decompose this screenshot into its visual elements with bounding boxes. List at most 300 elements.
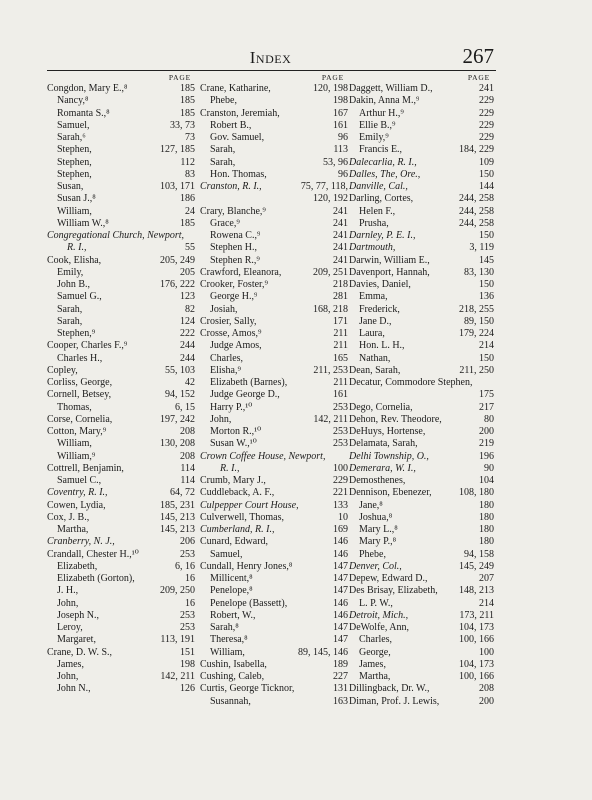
entry-pages: 145, 249 xyxy=(459,560,494,572)
entry-pages: 173, 211 xyxy=(459,609,494,621)
entry-name: Crawford, Eleanora, xyxy=(200,266,282,278)
entry-name: Crane, D. W. S., xyxy=(47,646,112,658)
entry-pages: 200 xyxy=(479,695,494,707)
entry-name: Decatur, Commodore Stephen, xyxy=(349,377,473,388)
index-entry xyxy=(47,365,195,377)
index-entry xyxy=(200,561,348,573)
entry-name: Darwin, William E., xyxy=(349,254,430,266)
entry-pages: 147 xyxy=(333,560,348,572)
index-entry xyxy=(349,524,494,536)
entry-name: Delhi Township, O., xyxy=(349,450,429,462)
entry-pages: 180 xyxy=(479,511,494,523)
entry-pages: 185, 231 xyxy=(160,499,195,511)
entry-name: Francis E., xyxy=(359,144,403,156)
entry-name: Martha, xyxy=(57,524,89,535)
entry-name: Crane, Katharine, xyxy=(200,83,271,94)
entry-pages: 244, 258 xyxy=(459,193,494,205)
index-entry xyxy=(349,389,494,401)
index-entry xyxy=(200,414,348,426)
entry-pages: 208 xyxy=(479,683,494,695)
entry-name: Dakin, Anna M.,⁹ xyxy=(349,95,420,107)
entry-pages: 10 xyxy=(338,511,348,523)
entry-pages: 16 xyxy=(185,573,195,584)
index-entry xyxy=(200,389,348,401)
index-entry xyxy=(200,610,348,622)
entry-name: Phebe, xyxy=(359,548,386,560)
index-entry xyxy=(47,304,195,316)
entry-name: Elizabeth (Barnes), xyxy=(210,377,288,388)
entry-name: Sarah, xyxy=(57,303,83,315)
entry-pages: 150 xyxy=(479,168,494,180)
index-entry xyxy=(47,291,195,303)
index-entry xyxy=(47,549,195,561)
entry-pages: 145 xyxy=(479,254,494,266)
entry-pages: 142, 211 xyxy=(313,413,348,425)
index-entry xyxy=(200,512,348,524)
entry-name: Culverwell, Thomas, xyxy=(200,511,284,523)
entry-pages: 208 xyxy=(180,450,195,462)
index-entry xyxy=(47,634,195,646)
index-entry xyxy=(349,512,494,524)
entry-pages: 185 xyxy=(180,95,195,107)
entry-pages: 114 xyxy=(180,462,195,474)
index-entry xyxy=(200,598,348,610)
entry-pages: 147 xyxy=(333,585,348,597)
entry-pages: 136 xyxy=(479,291,494,303)
entry-pages: 120, 198 xyxy=(313,83,348,94)
entry-name: Laura, xyxy=(359,328,385,339)
index-entry xyxy=(200,696,348,708)
entry-pages: 94, 152 xyxy=(165,389,195,401)
entry-name: Arthur H.,⁹ xyxy=(359,107,404,119)
entry-pages: 219 xyxy=(479,438,494,450)
entry-name: Thomas, xyxy=(57,401,92,413)
entry-name: Danville, Cal., xyxy=(349,181,408,192)
entry-name: Joseph N., xyxy=(57,609,99,621)
entry-name: Corliss, George, xyxy=(47,377,113,388)
entry-pages: 113 xyxy=(333,144,348,156)
index-entry xyxy=(200,487,348,499)
index-entry xyxy=(200,536,348,548)
entry-pages: 241 xyxy=(333,217,348,229)
entry-pages: 218, 255 xyxy=(459,303,494,315)
entry-name: Congregational Church, Newport, xyxy=(47,230,185,241)
entry-pages: 184, 229 xyxy=(459,144,494,156)
index-entry xyxy=(200,549,348,561)
entry-pages: 253 xyxy=(333,426,348,437)
index-entry xyxy=(349,267,494,279)
entry-pages: 133 xyxy=(333,499,348,511)
column-page-label: PAGE xyxy=(168,73,191,82)
entry-pages: 108, 180 xyxy=(459,487,494,499)
entry-pages: 161 xyxy=(333,389,348,401)
entry-name: Samuel, xyxy=(210,548,243,560)
entry-pages: 161 xyxy=(333,119,348,131)
index-entry xyxy=(47,132,195,144)
index-entry xyxy=(349,500,494,512)
index-entry xyxy=(200,279,348,291)
entry-name: Stephen,⁹ xyxy=(57,328,96,339)
index-entry xyxy=(349,487,494,499)
index-entry xyxy=(349,304,494,316)
entry-pages: 189 xyxy=(333,658,348,670)
entry-pages: 227 xyxy=(333,671,348,682)
entry-name: Curtis, George Ticknor, xyxy=(200,683,295,695)
index-entry xyxy=(200,426,348,438)
index-entry xyxy=(349,647,494,659)
entry-pages: 146 xyxy=(333,609,348,621)
index-entry xyxy=(349,255,494,267)
entry-pages: 211 xyxy=(333,328,348,339)
index-entry xyxy=(200,524,348,536)
entry-pages: 241 xyxy=(333,230,348,241)
entry-name: Cranberry, N. J., xyxy=(47,536,115,548)
entry-pages: 205 xyxy=(180,266,195,278)
index-entry xyxy=(200,193,348,205)
entry-name: Dennison, Ebenezer, xyxy=(349,487,432,499)
entry-pages: 222 xyxy=(180,328,195,339)
entry-name: Cook, Elisha, xyxy=(47,254,102,266)
entry-name: Cotton, Mary,⁹ xyxy=(47,426,107,437)
entry-name: Nathan, xyxy=(359,352,391,364)
entry-pages: 229 xyxy=(479,119,494,131)
entry-name: Emma, xyxy=(359,291,388,303)
index-entry xyxy=(349,438,494,450)
entry-pages: 16 xyxy=(185,597,195,609)
entry-name: Cuddleback, A. F., xyxy=(200,487,275,499)
entry-name: Penelope,⁸ xyxy=(210,585,253,597)
index-entry xyxy=(349,377,494,389)
entry-pages: 253 xyxy=(180,622,195,633)
entry-name: John, xyxy=(210,413,232,425)
entry-pages: 253 xyxy=(333,401,348,413)
index-entry xyxy=(349,659,494,671)
entry-name: Coventry, R. I., xyxy=(47,487,108,499)
entry-pages: 94, 158 xyxy=(464,548,494,560)
entry-pages: 214 xyxy=(479,597,494,609)
entry-pages: 241 xyxy=(333,242,348,254)
index-entry xyxy=(349,353,494,365)
entry-name: Jane D., xyxy=(359,315,392,327)
entry-pages: 120, 192 xyxy=(313,193,348,205)
entry-pages: 198 xyxy=(180,658,195,670)
entry-pages: 53, 96 xyxy=(323,156,348,168)
index-entry xyxy=(47,647,195,659)
index-entry xyxy=(200,218,348,230)
entry-name: Sarah,⁸ xyxy=(210,622,239,633)
index-entry xyxy=(200,659,348,671)
index-entry xyxy=(47,83,195,95)
entry-name: Demerara, W. I., xyxy=(349,462,416,474)
entry-pages: 42 xyxy=(185,377,195,388)
index-entry xyxy=(47,230,195,242)
entry-pages: 104, 173 xyxy=(459,622,494,633)
index-entry xyxy=(349,144,494,156)
index-entry xyxy=(349,463,494,475)
entry-pages: 221 xyxy=(333,487,348,499)
entry-pages: 197, 242 xyxy=(160,413,195,425)
entry-pages: 229 xyxy=(333,475,348,486)
entry-pages: 244 xyxy=(180,340,195,352)
entry-name: Hon. Thomas, xyxy=(210,168,267,180)
index-entry xyxy=(47,438,195,450)
entry-pages: 55, 103 xyxy=(165,364,195,376)
entry-name: Stephen, xyxy=(57,144,92,156)
entry-name: Copley, xyxy=(47,364,78,376)
entry-name: Harry P.,¹⁰ xyxy=(210,401,253,413)
entry-name: Robert B., xyxy=(210,119,252,131)
entry-name: Millicent,⁸ xyxy=(210,573,253,584)
entry-name: Denver, Col., xyxy=(349,560,402,572)
entry-pages: 244, 258 xyxy=(459,205,494,217)
entry-name: Crandall, Chester H.,¹⁰ xyxy=(47,548,139,560)
index-entry xyxy=(349,95,494,107)
entry-pages: 83, 130 xyxy=(464,266,494,278)
entry-name: Crosier, Sally, xyxy=(200,315,257,327)
entry-name: George H.,⁹ xyxy=(210,291,258,303)
entry-name: Dalles, The, Ore., xyxy=(349,168,421,180)
entry-pages: 100 xyxy=(479,646,494,658)
index-entry xyxy=(47,487,195,499)
index-entry xyxy=(47,683,195,695)
entry-pages: 163 xyxy=(333,695,348,707)
index-entry xyxy=(200,451,348,463)
index-entry xyxy=(200,402,348,414)
entry-name: Dehon, Rev. Theodore, xyxy=(349,413,442,425)
index-entry xyxy=(47,218,195,230)
index-entry xyxy=(200,83,348,95)
entry-pages: 100, 166 xyxy=(459,671,494,682)
entry-name: Stephen R.,⁹ xyxy=(210,254,260,266)
entry-name: Cranston, R. I., xyxy=(200,181,262,192)
index-column-2 xyxy=(200,73,348,708)
entry-name: Demosthenes, xyxy=(349,475,406,486)
index-entry xyxy=(200,169,348,181)
entry-pages: 104 xyxy=(479,475,494,486)
index-entry xyxy=(47,389,195,401)
entry-pages: 200 xyxy=(479,426,494,437)
entry-name: R. I., xyxy=(67,242,87,254)
entry-name: Des Brisay, Elizabeth, xyxy=(349,585,438,597)
index-entry xyxy=(200,157,348,169)
index-entry xyxy=(47,561,195,573)
index-entry xyxy=(349,206,494,218)
entry-name: Grace,⁹ xyxy=(210,217,240,229)
entry-name: Dean, Sarah, xyxy=(349,364,401,376)
index-entry xyxy=(349,414,494,426)
index-entry xyxy=(349,426,494,438)
index-entry xyxy=(349,230,494,242)
index-entry xyxy=(47,242,195,254)
entry-name: Frederick, xyxy=(359,303,400,315)
entry-pages: 33, 73 xyxy=(170,119,195,131)
entry-name: Daggett, William D., xyxy=(349,83,433,94)
index-entry xyxy=(47,598,195,610)
entry-name: Elizabeth, xyxy=(57,560,98,572)
entry-pages: 253 xyxy=(333,438,348,450)
index-entry xyxy=(200,340,348,352)
entry-pages: 144 xyxy=(479,181,494,192)
entry-name: James, xyxy=(57,658,84,670)
entry-name: Cottrell, Benjamin, xyxy=(47,462,124,474)
index-entry xyxy=(349,218,494,230)
entry-pages: 171 xyxy=(333,315,348,327)
entry-name: Elizabeth (Gorton), xyxy=(57,573,135,584)
entry-name: William, xyxy=(57,438,92,450)
entry-pages: 281 xyxy=(333,291,348,303)
index-entry xyxy=(349,279,494,291)
entry-pages: 96 xyxy=(338,132,348,143)
index-entry xyxy=(349,683,494,695)
index-entry xyxy=(349,402,494,414)
entry-pages: 131 xyxy=(333,683,348,695)
entry-pages: 83 xyxy=(185,168,195,180)
entry-pages: 180 xyxy=(479,499,494,511)
entry-name: R. I., xyxy=(220,462,240,474)
entry-pages: 229 xyxy=(479,95,494,107)
index-entry xyxy=(47,585,195,597)
index-entry xyxy=(349,108,494,120)
entry-pages: 180 xyxy=(479,524,494,535)
entry-pages: 147 xyxy=(333,573,348,584)
entry-pages: 89, 150 xyxy=(464,315,494,327)
index-entry xyxy=(47,157,195,169)
entry-name: Elisha,⁹ xyxy=(210,364,241,376)
index-entry xyxy=(200,316,348,328)
entry-name: Hon. L. H., xyxy=(359,340,405,352)
entry-name: J. H., xyxy=(57,585,79,597)
index-column-1 xyxy=(47,73,195,696)
entry-name: Phebe, xyxy=(210,95,237,107)
entry-pages: 146 xyxy=(333,548,348,560)
entry-name: Judge George D., xyxy=(210,389,280,401)
entry-name: Delamata, Sarah, xyxy=(349,438,418,450)
entry-name: L. P. W., xyxy=(359,597,393,609)
entry-name: Leroy, xyxy=(57,622,83,633)
entry-pages: 113, 191 xyxy=(160,634,195,646)
entry-name: Cushin, Isabella, xyxy=(200,658,267,670)
entry-name: DeWolfe, Ann, xyxy=(349,622,410,633)
entry-name: Romanta S.,⁸ xyxy=(57,107,110,119)
entry-pages: 114 xyxy=(180,475,195,486)
entry-name: Nancy,⁸ xyxy=(57,95,89,107)
entry-pages: 253 xyxy=(180,609,195,621)
entry-name: Morton R.,¹⁰ xyxy=(210,426,262,437)
index-entry xyxy=(47,536,195,548)
entry-name: Susan J.,⁸ xyxy=(57,193,96,205)
entry-pages: 146 xyxy=(333,597,348,609)
entry-pages: 209, 251 xyxy=(313,266,348,278)
index-entry xyxy=(47,659,195,671)
entry-name: Sarah,⁶ xyxy=(57,132,86,143)
index-entry xyxy=(349,585,494,597)
entry-pages: 185 xyxy=(180,217,195,229)
entry-name: Davenport, Hannah, xyxy=(349,266,430,278)
entry-name: Samuel C., xyxy=(57,475,102,486)
entry-name: Congdon, Mary E.,⁸ xyxy=(47,83,128,94)
entry-name: DeHuys, Hortense, xyxy=(349,426,426,437)
entry-name: Cumberland, R. I., xyxy=(200,524,275,535)
index-entry xyxy=(349,328,494,340)
entry-name: Stephen, xyxy=(57,156,92,168)
entry-name: William,⁹ xyxy=(57,450,96,462)
index-entry xyxy=(349,181,494,193)
index-entry xyxy=(349,340,494,352)
entry-name: Penelope (Bassett), xyxy=(210,597,288,609)
entry-name: Samuel, xyxy=(57,119,90,131)
index-entry xyxy=(200,365,348,377)
index-entry xyxy=(47,267,195,279)
entry-name: Charles H., xyxy=(57,352,103,364)
entry-pages: 90 xyxy=(484,462,494,474)
index-entry xyxy=(200,242,348,254)
entry-pages: 211 xyxy=(333,377,348,388)
index-entry xyxy=(200,206,348,218)
entry-name: Stephen H., xyxy=(210,242,257,254)
index-entry xyxy=(47,181,195,193)
entry-name: Darnley, P. E. I., xyxy=(349,230,416,241)
entry-pages: 179, 224 xyxy=(459,328,494,339)
index-entry xyxy=(47,328,195,340)
index-entry xyxy=(47,316,195,328)
entry-pages: 241 xyxy=(333,254,348,266)
entry-name: Jane,⁸ xyxy=(359,499,383,511)
entry-name: Prusha, xyxy=(359,217,389,229)
entry-pages: 147 xyxy=(333,634,348,646)
entry-pages: 103, 171 xyxy=(160,181,195,192)
entry-name: Cooper, Charles F.,⁹ xyxy=(47,340,128,352)
entry-name: William, xyxy=(210,646,245,658)
index-entry xyxy=(200,120,348,132)
header-rule xyxy=(47,70,496,71)
entry-name: Cornell, Betsey, xyxy=(47,389,112,401)
entry-pages: 209, 250 xyxy=(160,585,195,597)
entry-pages: 211, 253 xyxy=(313,364,348,376)
index-entry xyxy=(200,230,348,242)
entry-pages: 185 xyxy=(180,107,195,119)
entry-pages: 80 xyxy=(484,413,494,425)
index-entry xyxy=(200,622,348,634)
index-entry xyxy=(200,634,348,646)
entry-name: Crooker, Foster,⁹ xyxy=(200,279,268,290)
entry-name: Joshua,⁸ xyxy=(359,511,393,523)
entry-name: Robert, W., xyxy=(210,609,256,621)
entry-pages: 104, 173 xyxy=(459,658,494,670)
entry-pages: 207 xyxy=(479,573,494,584)
entry-pages: 176, 222 xyxy=(160,279,195,290)
index-entry xyxy=(349,610,494,622)
entry-name: Josiah, xyxy=(210,303,238,315)
entry-pages: 244 xyxy=(180,352,195,364)
entry-name: Mary L.,⁸ xyxy=(359,524,398,535)
entry-name: William, xyxy=(57,205,92,217)
entry-pages: 24 xyxy=(185,205,195,217)
entry-name: Ellie B.,⁹ xyxy=(359,119,396,131)
entry-pages: 185 xyxy=(180,83,195,94)
index-entry xyxy=(47,95,195,107)
entry-pages: 206 xyxy=(180,536,195,548)
entry-name: Margaret, xyxy=(57,634,96,646)
index-entry xyxy=(200,353,348,365)
entry-pages: 148, 213 xyxy=(459,585,494,597)
entry-pages: 75, 77, 118, xyxy=(300,181,348,192)
entry-pages: 145, 213 xyxy=(160,511,195,523)
index-entry xyxy=(349,671,494,683)
column-page-label: PAGE xyxy=(321,73,344,82)
index-entry xyxy=(47,353,195,365)
index-entry xyxy=(349,451,494,463)
entry-pages: 229 xyxy=(479,107,494,119)
